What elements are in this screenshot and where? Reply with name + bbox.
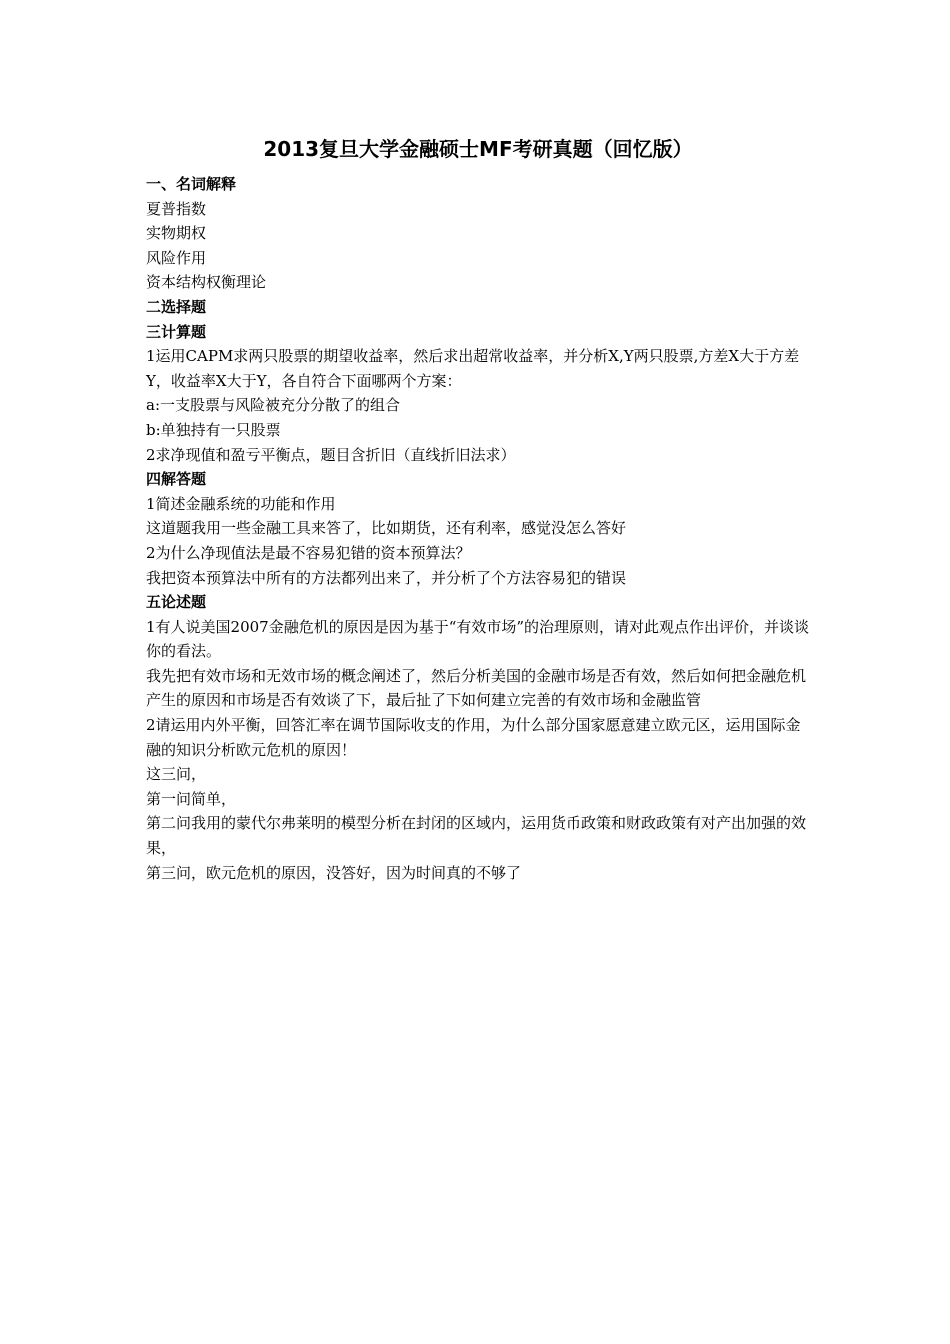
answer-line: 这道题我用一些金融工具来答了，比如期货，还有利率，感觉没怎么答好 [146,519,627,538]
calculation-line: b:单独持有一只股票 [146,420,281,439]
essay-line: 1有人说美国2007金融危机的原因是因为基于“有效市场”的治理原则，请对此观点作出评价，并谈谈你的看法。 [146,617,810,661]
essay-line: 第三问，欧元危机的原因，没答好，因为时间真的不够了 [146,863,522,882]
essay-line: 这三问， [146,765,207,784]
calculation-line: 2求净现值和盈亏平衡点，题目含折旧（直线折旧法求） [146,445,516,464]
section-heading-calculation: 三计算题 [146,322,207,341]
calculation-line: 1运用CAPM求两只股票的期望收益率，然后求出超常收益率，并分析X,Y两只股票,方差X大于方差Y，收益率X大于Y，各自符合下面哪两个方案： [146,347,800,390]
section-heading-choice: 二选择题 [146,297,207,316]
section-heading-terms: 一、名词解释 [146,175,237,193]
term-item: 风险作用 [146,248,207,267]
term-item: 实物期权 [146,224,207,243]
essay-line: 我先把有效市场和无效市场的概念阐述了，然后分析美国的金融市场是否有效，然后如何把金融危机产生的原因和市场是否有效谈了下，最后扯了下如何建立完善的有效市场和金融监管 [146,666,807,710]
essay-line: 第二问我用的蒙代尔弗莱明的模型分析在封闭的区域内，运用货币政策和财政政策有对产出加强的效果， [146,814,807,858]
essay-line: 2请运用内外平衡，回答汇率在调节国际收支的作用，为什么部分国家愿意建立欧元区，运用国际金融的知识分析欧元危机的原因！ [146,716,801,759]
answer-line: 我把资本预算法中所有的方法都列出来了，并分析了个方法容易犯的错误 [146,568,627,587]
calculation-line: a:一支股票与风险被充分分散了的组合 [146,396,400,415]
answer-line: 2为什么净现值法是最不容易犯错的资本预算法？ [146,543,471,562]
term-item: 夏普指数 [146,199,207,218]
document-body [146,134,810,885]
term-item: 资本结构权衡理论 [146,273,267,292]
section-heading-essay: 五论述题 [146,593,207,612]
page-title: 2013复旦大学金融硕士MF考研真题（回忆版） [263,137,693,161]
essay-line: 第一问简单， [146,789,237,808]
section-heading-answer: 四解答题 [146,470,207,489]
answer-line: 1简述金融系统的功能和作用 [146,494,336,513]
